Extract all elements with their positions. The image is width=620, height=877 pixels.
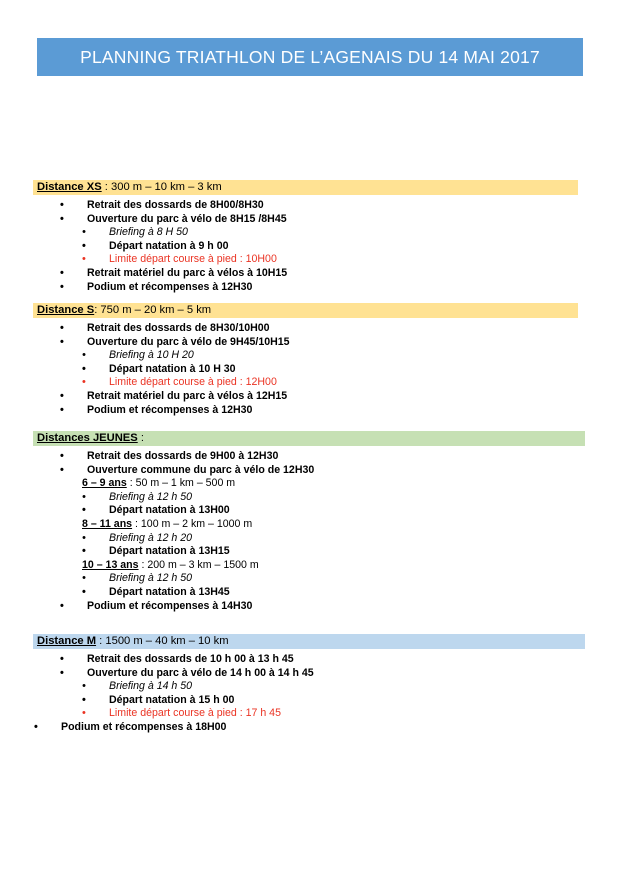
bullet-icon: • — [60, 335, 64, 348]
list-item-alert — [82, 376, 585, 390]
bullet-icon: • — [82, 362, 86, 375]
list-item-label: Ouverture du parc à vélo de 14 h 00 à 14 h 45 — [87, 666, 314, 679]
list-item-label: Départ natation à 13H00 — [109, 504, 230, 517]
list-item — [60, 600, 585, 614]
section-header-detail: : 750 m – 20 km – 5 km — [94, 304, 212, 316]
list-item-label: Ouverture du parc à vélo de 9H45/10H15 — [87, 335, 290, 348]
list-item-label: Départ natation à 9 h 00 — [109, 239, 229, 252]
age-group-name: 6 – 9 ans — [82, 477, 127, 490]
bullet-icon: • — [60, 450, 64, 462]
bullet-icon: • — [34, 720, 38, 733]
list-item-label: Limite départ course à pied : 17 h 45 — [109, 707, 281, 720]
bullet-icon: • — [82, 253, 86, 266]
section-item-list — [33, 653, 585, 735]
list-item — [60, 390, 585, 404]
list-item — [60, 267, 585, 281]
list-item-label: Briefing à 14 h 50 — [109, 680, 193, 693]
section-header-distance-xs — [33, 180, 578, 195]
list-item — [60, 281, 585, 295]
list-item-label: Départ natation à 15 h 00 — [109, 693, 235, 706]
list-item — [34, 721, 585, 735]
age-group-detail: : 200 m – 3 km – 1500 m — [138, 558, 259, 571]
age-group-detail: : 50 m – 1 km – 500 m — [126, 477, 236, 490]
age-group-name: 10 – 13 ans — [82, 558, 139, 571]
list-item-label: Retrait des dossards de 8H00/8H30 — [87, 199, 264, 211]
section-header-detail: : 1500 m – 40 km – 10 km — [96, 635, 229, 647]
list-item — [82, 694, 585, 708]
bullet-icon: • — [60, 599, 64, 612]
list-item-label: Départ natation à 13H15 — [109, 545, 230, 558]
list-item-label: Limite départ course à pied : 12H00 — [109, 376, 277, 389]
list-item-label: Retrait des dossards de 10 h 00 à 13 h 45 — [87, 653, 294, 665]
section-header-name: Distance S — [37, 304, 95, 316]
section-header-detail: : — [137, 432, 144, 444]
age-group-detail: : 100 m – 2 km – 1000 m — [132, 517, 253, 530]
list-item-label: Retrait matériel du parc à vélos à 12H15 — [87, 389, 288, 402]
bullet-icon: • — [82, 572, 86, 585]
list-item-label: Départ natation à 13H45 — [109, 585, 230, 598]
age-group-heading — [82, 518, 585, 532]
section-header-name: Distances JEUNES — [37, 432, 138, 444]
section-header-name: Distance M — [37, 635, 97, 647]
list-item — [60, 667, 585, 681]
section-item-list — [33, 199, 585, 294]
document-title-banner — [37, 38, 583, 76]
list-item-label: Podium et récompenses à 14H30 — [87, 599, 253, 612]
list-item-label: Ouverture commune du parc à vélo de 12H30 — [87, 463, 315, 476]
age-group-heading — [82, 477, 585, 491]
list-item — [82, 572, 585, 586]
list-item — [82, 240, 585, 254]
bullet-icon: • — [60, 280, 64, 293]
list-item-label: Briefing à 8 H 50 — [109, 226, 188, 239]
list-item — [82, 545, 585, 559]
list-item — [60, 450, 585, 464]
list-item — [82, 504, 585, 518]
list-item-alert — [82, 707, 585, 721]
bullet-icon: • — [82, 707, 86, 720]
section-distance-s — [33, 303, 585, 417]
list-item-label: Limite départ course à pied : 10H00 — [109, 253, 277, 266]
list-item — [82, 680, 585, 694]
list-item-label: Briefing à 12 h 50 — [109, 490, 193, 503]
list-item — [60, 199, 585, 213]
list-item-label: Podium et récompenses à 12H30 — [87, 403, 253, 416]
bullet-icon: • — [60, 403, 64, 416]
list-item — [82, 349, 585, 363]
bullet-icon: • — [82, 239, 86, 252]
list-item — [82, 491, 585, 505]
bullet-icon: • — [82, 531, 86, 544]
bullet-icon: • — [60, 463, 64, 476]
list-item-alert — [82, 253, 585, 267]
bullet-icon: • — [60, 199, 64, 211]
bullet-icon: • — [82, 680, 86, 693]
age-group-heading — [82, 559, 585, 573]
list-item-label: Briefing à 12 h 50 — [109, 572, 193, 585]
list-item — [60, 404, 585, 418]
bullet-icon: • — [82, 693, 86, 706]
bullet-icon: • — [82, 545, 86, 558]
bullet-icon: • — [82, 226, 86, 239]
list-item — [60, 336, 585, 350]
list-item — [60, 322, 585, 336]
bullet-icon: • — [82, 585, 86, 598]
bullet-icon: • — [60, 212, 64, 225]
list-item-label: Départ natation à 10 H 30 — [109, 362, 236, 375]
section-header-name: Distance XS — [37, 181, 102, 193]
bullet-icon: • — [82, 490, 86, 503]
section-distance-m — [33, 634, 585, 735]
section-header-distance-m — [33, 634, 585, 649]
bullet-icon: • — [82, 504, 86, 517]
list-item — [82, 226, 585, 240]
list-item-label: Retrait matériel du parc à vélos à 10H15 — [87, 266, 288, 279]
list-item — [82, 586, 585, 600]
age-group-name: 8 – 11 ans — [82, 517, 133, 530]
list-item — [60, 213, 585, 227]
list-item-label: Briefing à 10 H 20 — [109, 349, 194, 362]
list-item-label: Retrait des dossards de 8H30/10H00 — [87, 322, 270, 334]
bullet-icon: • — [60, 266, 64, 279]
section-header-detail: : 300 m – 10 km – 3 km — [101, 181, 222, 193]
bullet-icon: • — [60, 666, 64, 679]
bullet-icon: • — [60, 389, 64, 402]
list-item-label: Briefing à 12 h 20 — [109, 531, 193, 544]
list-item-label: Podium et récompenses à 18H00 — [61, 720, 227, 733]
section-header-distance-s — [33, 303, 578, 318]
list-item-label: Podium et récompenses à 12H30 — [87, 280, 253, 293]
bullet-icon: • — [60, 653, 64, 665]
section-item-list — [33, 322, 585, 417]
bullet-icon: • — [82, 376, 86, 389]
section-distance-xs — [33, 180, 585, 294]
list-item — [60, 653, 585, 667]
list-item-label: Retrait des dossards de 9H00 à 12H30 — [87, 450, 279, 462]
section-header-distances-jeunes — [33, 431, 585, 446]
list-item — [82, 532, 585, 546]
bullet-icon: • — [60, 322, 64, 334]
list-item — [82, 363, 585, 377]
bullet-icon: • — [82, 349, 86, 362]
section-distances-jeunes — [33, 431, 585, 613]
section-item-list — [33, 450, 585, 613]
list-item — [60, 464, 585, 478]
page-title: PLANNING TRIATHLON DE L’AGENAIS DU 14 MAI 2017 — [80, 46, 540, 67]
list-item-label: Ouverture du parc à vélo de 8H15 /8H45 — [87, 212, 287, 225]
